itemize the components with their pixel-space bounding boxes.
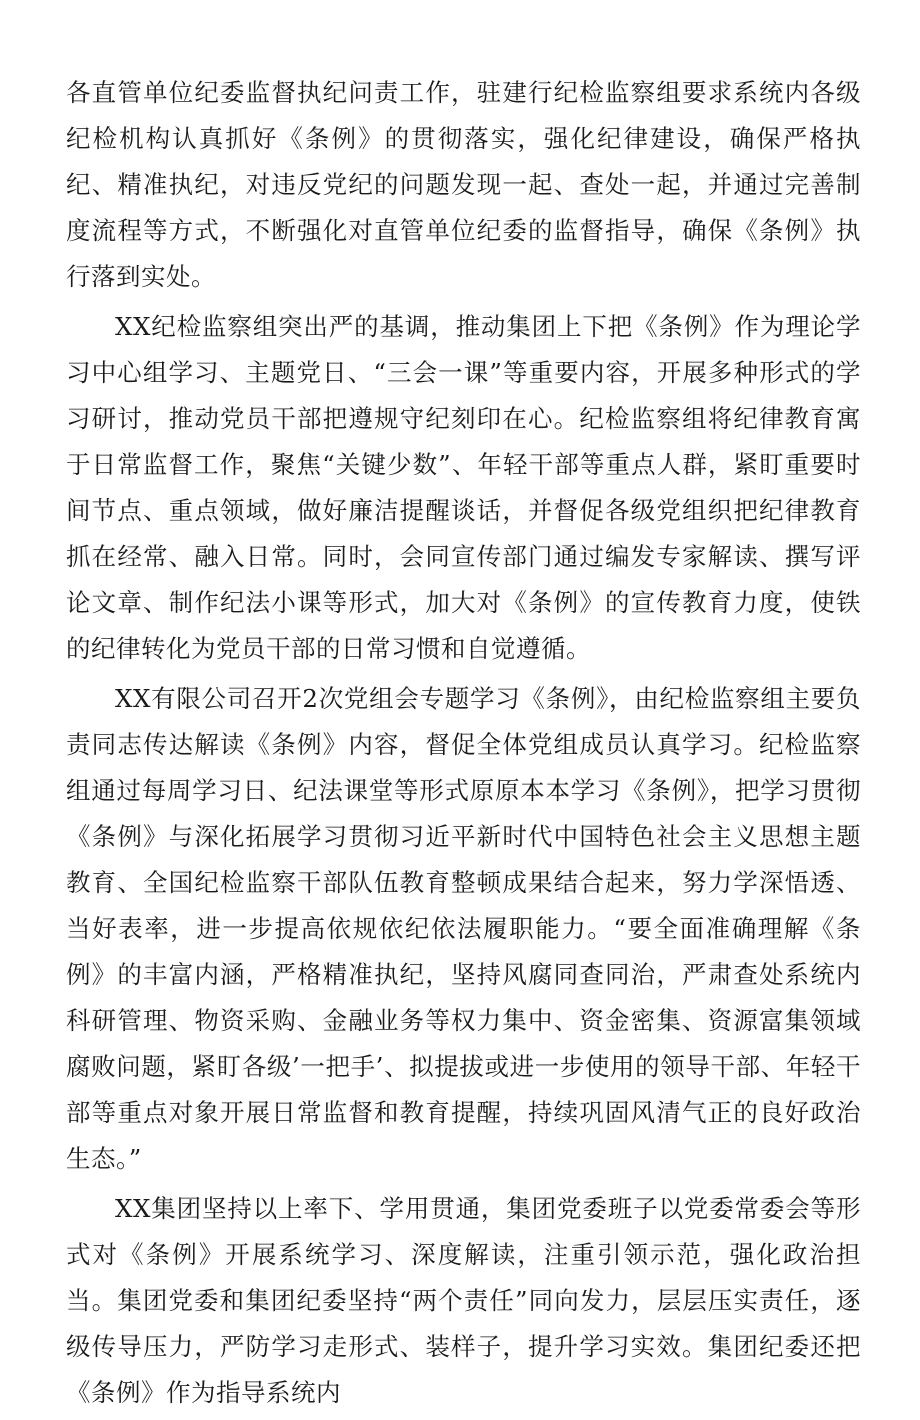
paragraph-3: XX有限公司召开2次党组会专题学习《条例》，由纪检监察组主要负责同志传达解读《条例》内容，督促全体党组成员认真学习。纪检监察组通过每周学习日、纪法课堂等形式原原本本学习《条例》，把学习贯彻《条例》与深化拓展学习贯彻习近平新时代中国特色社会主义思想主题教育、全国纪检监察干部队伍教育整顿成果结合起来，努力学深悟透、当好表率，进一步提高依规依纪依法履职能力。“要全面准确理解《条例》的丰富内涵，严格精准执纪，坚持风腐同查同治，严肃查处系统内科研管理、物资采购、金融业务等权力集中、资金密集、资源富集领域腐败问题，紧盯各级’一把手’、拟提拔或进一步使用的领导干部、年轻干部等重点对象开展日常监督和教育提醒，持续巩固风清气正的良好政治生态。” (66, 684, 861, 1173)
document-body (66, 70, 861, 1420)
paragraph-1: 各直管单位纪委监督执纪问责工作，驻建行纪检监察组要求系统内各级纪检机构认真抓好《条例》的贯彻落实，强化纪律建设，确保严格执纪、精准执纪，对违反党纪的问题发现一起、查处一起，并通过完善制度流程等方式，不断强化对直管单位纪委的监督指导，确保《条例》执行落到实处。 (66, 78, 861, 291)
paragraph-4: XX集团坚持以上率下、学用贯通，集团党委班子以党委常委会等形式对《条例》开展系统学习、深度解读，注重引领示范，强化政治担当。集团党委和集团纪委坚持“两个责任”同向发力，层层压实责任，逐级传导压力，严防学习走形式、装样子，提升学习实效。集团纪委还把《条例》作为指导系统内 (66, 1194, 861, 1407)
paragraph-2: XX纪检监察组突出严的基调，推动集团上下把《条例》作为理论学习中心组学习、主题党日、“三会一课”等重要内容，开展多种形式的学习研讨，推动党员干部把遵规守纪刻印在心。纪检监察组将纪律教育寓于日常监督工作，聚焦“关键少数”、年轻干部等重点人群，紧盯重要时间节点、重点领域，做好廉洁提醒谈话，并督促各级党组织把纪律教育抓在经常、融入日常。同时，会同宣传部门通过编发专家解读、撰写评论文章、制作纪法小课等形式，加大对《条例》的宣传教育力度，使铁的纪律转化为党员干部的日常习惯和自觉遵循。 (66, 312, 861, 663)
